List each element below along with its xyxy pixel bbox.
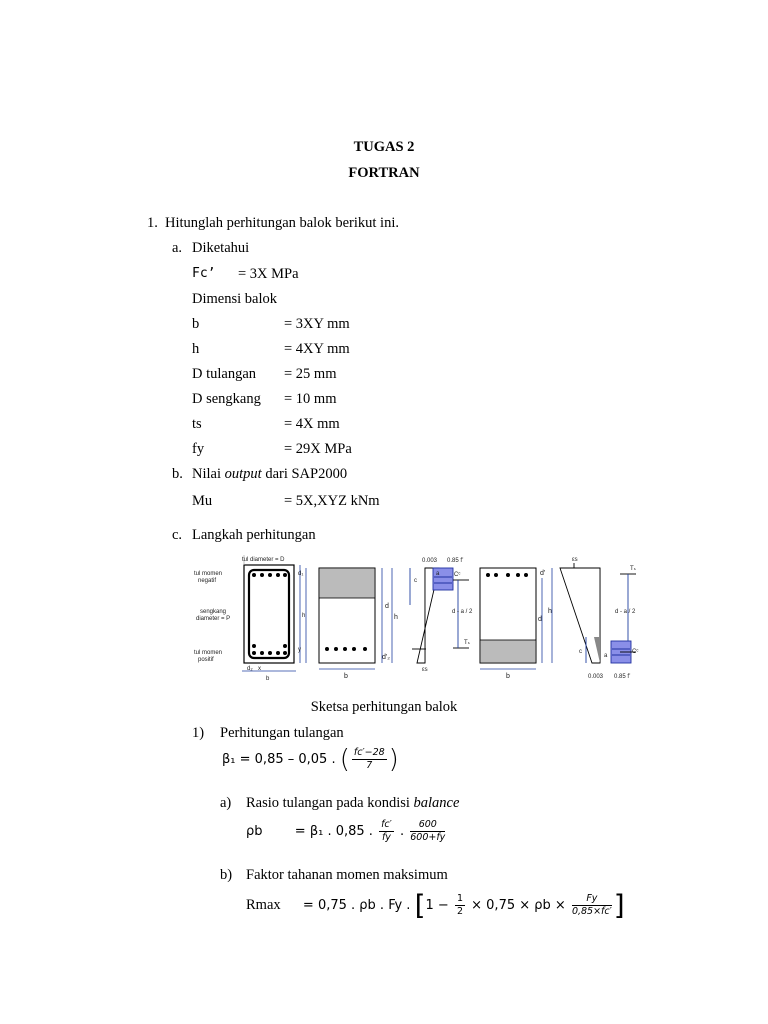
fig-label-y: y	[298, 647, 301, 653]
section-c-marker: c.	[172, 527, 183, 543]
row-value: = 29X MPa	[284, 441, 352, 457]
fig-label-ts: Tₛ	[464, 640, 470, 646]
question-number: 1.	[147, 215, 158, 231]
fig-label-eps: εs	[422, 667, 428, 673]
fig-label-cc: Cᶜ	[454, 572, 461, 578]
fig-label-d-prime-dot: d'₂	[382, 654, 390, 661]
fig-label-strain-2: 0.003	[588, 674, 604, 680]
row-value: = 4XY mm	[284, 341, 350, 357]
fig-label-d-a2: d - a / 2	[452, 609, 473, 615]
fc-label: Fc’	[192, 266, 216, 281]
fig-label-tul-diameter: tul diameter = D	[242, 557, 285, 563]
fig-label-b: b	[266, 676, 270, 682]
row-label: D tulangan	[192, 366, 257, 382]
row-value: = 4X mm	[284, 416, 340, 432]
fig-label-d: d	[538, 616, 542, 623]
row-label: h	[192, 341, 200, 357]
rmax-formula: Rmax = 0,75 . ρb . Fy . [1 − $\frac{1}{2}$ × 0,75 × ρb × $\frac{Fy}{0,85\times fc'}$ ]	[246, 888, 625, 922]
fig-label-cc-2: Cᶜ	[632, 649, 639, 655]
step1-title: Perhitungan tulangan	[220, 725, 344, 741]
beam-sketch-figure	[190, 553, 642, 685]
step-b-marker: b)	[220, 867, 233, 883]
fig-label-tul-neg-2: negatif	[198, 578, 217, 584]
fig-label-d-prime: d'	[540, 570, 546, 577]
fig-label-c: c	[414, 578, 417, 584]
fig-label-tul-pos-2: positif	[198, 657, 214, 663]
fig-label-tul-pos-1: tul momen	[194, 650, 223, 656]
fig-label-d: d	[385, 603, 389, 610]
section-c-title: Langkah perhitungan	[192, 527, 316, 543]
row-label: D sengkang	[192, 391, 261, 407]
fig-label-b: b	[506, 673, 510, 680]
rho-b-formula: ρb = β₁ . 0,85 . $\frac{fc'}{fy}$ . $\frac{600}{600+fy}$	[246, 819, 446, 843]
doc-subtitle: FORTRAN	[348, 165, 420, 181]
fig-label-h: h	[302, 613, 306, 619]
section-a-marker: a.	[172, 240, 183, 256]
fig-label-c-2: c	[579, 649, 582, 655]
step-a-title: Rasio tulangan pada kondisi balance	[246, 795, 460, 811]
dimensi-label: Dimensi balok	[192, 291, 277, 307]
doc-title: TUGAS 2	[353, 139, 415, 155]
beta1-formula: β₁ = 0,85 – 0,05 . ( $\frac{fc'-28}{7}$ )	[222, 744, 399, 775]
row-value: = 25 mm	[284, 366, 337, 382]
step1-marker: 1)	[192, 725, 205, 741]
mu-value: = 5X,XYZ kNm	[284, 493, 380, 509]
section-shaded-panel	[306, 568, 392, 669]
section-b-title: Nilai output dari SAP2000	[192, 466, 348, 482]
section-b-marker: b.	[172, 466, 183, 482]
rebar-dots	[252, 573, 287, 655]
question-text: Hitunglah perhitungan balok berikut ini.	[165, 215, 399, 231]
fig-label-h: h	[548, 608, 552, 615]
fig-label-sengkang-1: sengkang	[200, 609, 227, 615]
fig-label-a-2: a	[604, 653, 608, 659]
row-label: b	[192, 316, 200, 332]
section-a-title: Diketahui	[192, 240, 250, 256]
figure-caption: Sketsa perhitungan balok	[310, 699, 458, 715]
fig-label-h: h	[394, 614, 398, 621]
fig-label-strain: 0.003	[422, 558, 438, 564]
row-value: = 10 mm	[284, 391, 337, 407]
row-label: ts	[192, 416, 202, 432]
fig-label-sengkang-2: diameter = P	[196, 616, 231, 622]
row-value: = 3XY mm	[284, 316, 350, 332]
step-a-marker: a)	[220, 795, 232, 811]
fig-label-stress-2: 0.85 f’	[614, 674, 631, 680]
fig-label-d1: d₁	[298, 571, 304, 577]
fig-label-a: a	[436, 571, 440, 577]
fig-label-d2: d₂	[247, 666, 253, 672]
mu-label: Mu	[192, 493, 213, 509]
fig-label-tul-neg-1: tul momen	[194, 571, 223, 577]
fig-label-d-a2-2: d - a / 2	[615, 609, 636, 615]
fig-label-x: x	[258, 666, 261, 672]
step-b-title: Faktor tahanan momen maksimum	[246, 867, 448, 883]
fig-label-stress: 0.85 f’	[447, 558, 464, 564]
strain-diagram-top	[410, 568, 469, 663]
fig-label-b: b	[344, 673, 348, 680]
fc-value: = 3X MPa	[238, 266, 299, 282]
fig-label-eps-2: εs	[572, 557, 578, 563]
row-label: fy	[192, 441, 205, 457]
fig-label-ts-2: Tₛ	[630, 566, 636, 572]
